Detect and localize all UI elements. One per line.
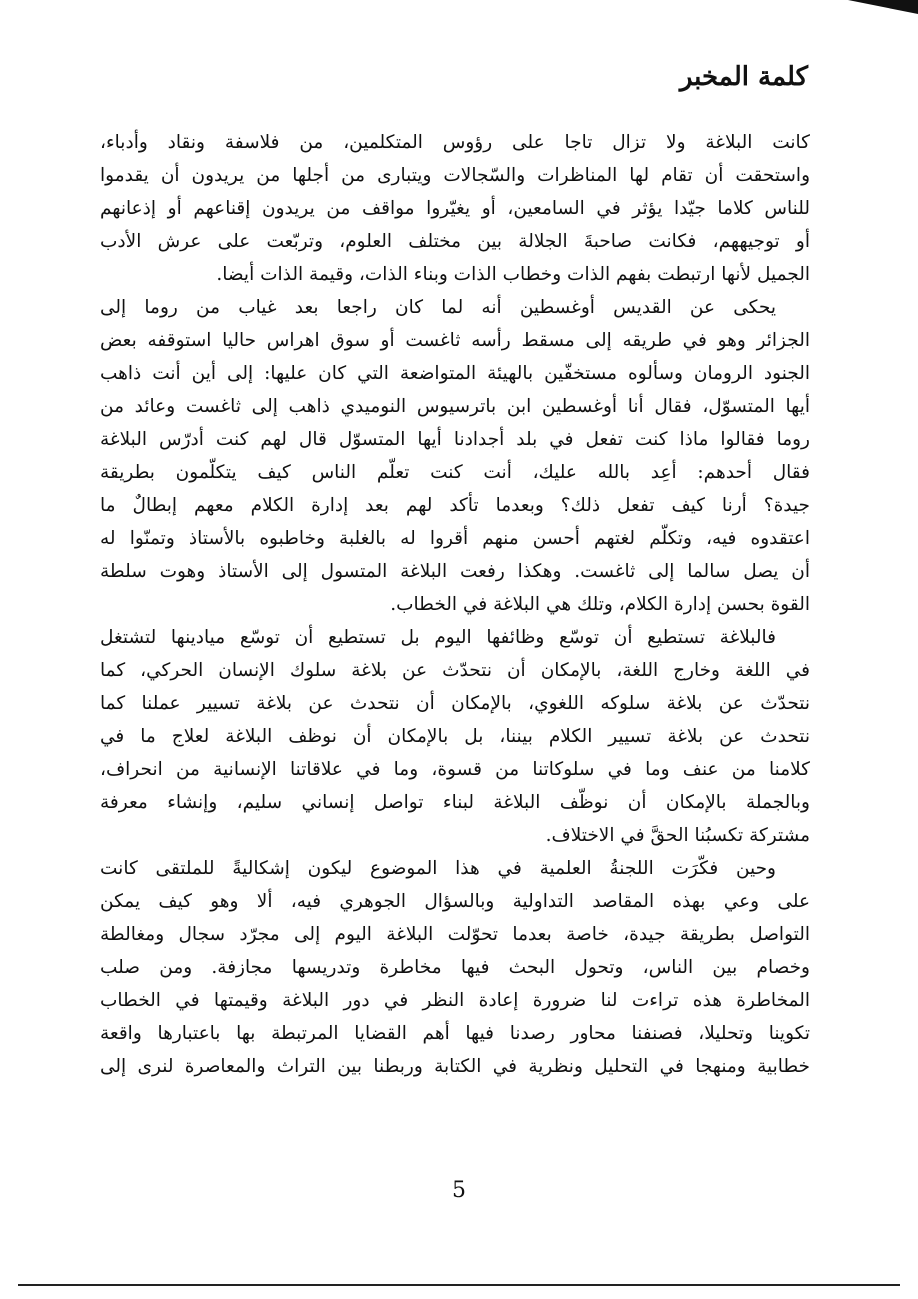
- text-line: تكوينا وتحليلا، فصنفنا محاور رصدنا فيها أهم القضايا المرتبطة بها باعتبارها واقعة: [100, 1023, 810, 1044]
- paragraph-1: [100, 126, 810, 291]
- text-line: أن يصل سالما إلى ثاغست. وهكذا رفعت البلاغة المتسول إلى الأستاذ وهوت سلطة: [100, 561, 810, 582]
- paragraph-4: [100, 852, 810, 1083]
- text-line: على وعي بهذه المقاصد التداولية وبالسؤال الجوهري فيه، ألا وهو كيف يمكن: [100, 891, 810, 912]
- text-line: فالبلاغة تستطيع أن توسّع وظائفها اليوم بل تستطيع أن توسّع ميادينها لتشتغل: [100, 627, 776, 648]
- text-line: جيدة؟ أرنا كيف تفعل ذلك؟ وبعدما تأكد لهم بعد إدارة الكلام معهم إبطالٌ ما: [100, 495, 810, 516]
- text-line: مشتركة تكسبُنا الحقَّ في الاختلاف.: [545, 825, 810, 846]
- text-line: للناس كلاما جيّدا يؤثر في السامعين، أو يغيّروا مواقف من يريدون إقناعهم أو إذعانهم: [100, 198, 810, 219]
- text-line: التواصل بطريقة جيدة، خاصة بعدما تحوّلت البلاغة اليوم إلى مجرّد سجال ومغالطة: [100, 924, 810, 945]
- text-line: كانت البلاغة ولا تزال تاجا على رؤوس المتكلمين، من فلاسفة ونقاد وأدباء،: [100, 132, 810, 153]
- text-line: روما فقالوا ماذا كنت تفعل في بلد أجدادنا أيها المتسوّل قال لهم كنت أدرّس البلاغة: [100, 429, 810, 450]
- text-line: وحين فكّرَت اللجنةُ العلمية في هذا الموضوع ليكون إشكاليةً للملتقى كانت: [100, 858, 776, 879]
- text-line: أيها المتسوّل، فقال أنا أوغسطين ابن باترسيوس النوميدي ذاهب إلى ثاغست وعائد من: [100, 396, 810, 417]
- text-line: يحكى عن القديس أوغسطين أنه لما كان راجعا بعد غياب من روما إلى: [100, 297, 776, 318]
- text-line: وبالجملة بالإمكان أن نوظّف البلاغة لبناء تواصل إنساني سليم، وإنشاء معرفة: [100, 792, 810, 813]
- page-title: كلمة المخبر: [679, 62, 808, 92]
- corner-mark: [848, 0, 918, 14]
- text-line: الجميل لأنها ارتبطت بفهم الذات وخطاب الذات وبناء الذات، وقيمة الذات أيضا.: [216, 264, 810, 285]
- paragraph-2: [100, 291, 810, 621]
- text-line: وخصام بين الناس، وتحول البحث فيها مخاطرة وتدريسها مجازفة. ومن صلب: [100, 957, 810, 978]
- text-line: اعتقدوه فيه، وتكلّم لغتهم أحسن منهم أقروا له بالغلبة وخاطبوه بالأستاذ وتمنّوا له: [100, 528, 810, 549]
- text-line: نتحدث عن بلاغة تسيير الكلام بيننا، بل بالإمكان أن نوظف البلاغة لعلاج ما في: [100, 726, 810, 747]
- text-line: أو توجيههم، فكانت صاحبةَ الجلالة بين مختلف العلوم، وتربّعت على عرش الأدب: [100, 231, 810, 252]
- text-line: واستحقت أن تقام لها المناظرات والسّجالات ويتبارى من أجلها من يريدون أن يقدموا: [100, 165, 810, 186]
- text-line: القوة بحسن إدارة الكلام، وتلك هي البلاغة في الخطاب.: [390, 594, 810, 615]
- text-line: كلامنا من عنف وما في سلوكاتنا من قسوة، وما في علاقاتنا الإنسانية من انحراف،: [100, 759, 810, 780]
- page-number: 5: [452, 1178, 466, 1203]
- body-text: [100, 126, 810, 1083]
- text-line: خطابية ومنهجا في التحليل ونظرية في الكتابة وربطنا بين التراث والمعاصرة لنرى إلى: [100, 1056, 810, 1077]
- paragraph-3: [100, 621, 810, 852]
- text-line: المخاطرة هذه تراءت لنا ضرورة إعادة النظر في دور البلاغة وقيمتها في الخطاب: [100, 990, 810, 1011]
- text-line: نتحدّث عن بلاغة سلوكه اللغوي، بالإمكان أن نتحدث عن بلاغة تسيير عملنا كما: [100, 693, 810, 714]
- text-line: في اللغة وخارج اللغة، بالإمكان أن نتحدّث عن بلاغة سلوك الإنسان الحركي، كما: [100, 660, 810, 681]
- text-line: الجنود الرومان وسألوه مستخفّين بالهيئة المتواضعة التي كان عليها: إلى أين أنت ذاهب: [100, 363, 810, 384]
- bottom-divider: [18, 1284, 900, 1286]
- text-line: فقال أحدهم: أعِد بالله عليك، أنت كنت تعلّم الناس كيف يتكلّمون بطريقة: [100, 462, 810, 483]
- text-line: الجزائر وهو في طريقه إلى مسقط رأسه ثاغست أو سوق اهراس حاليا استوقفه بعض: [100, 330, 810, 351]
